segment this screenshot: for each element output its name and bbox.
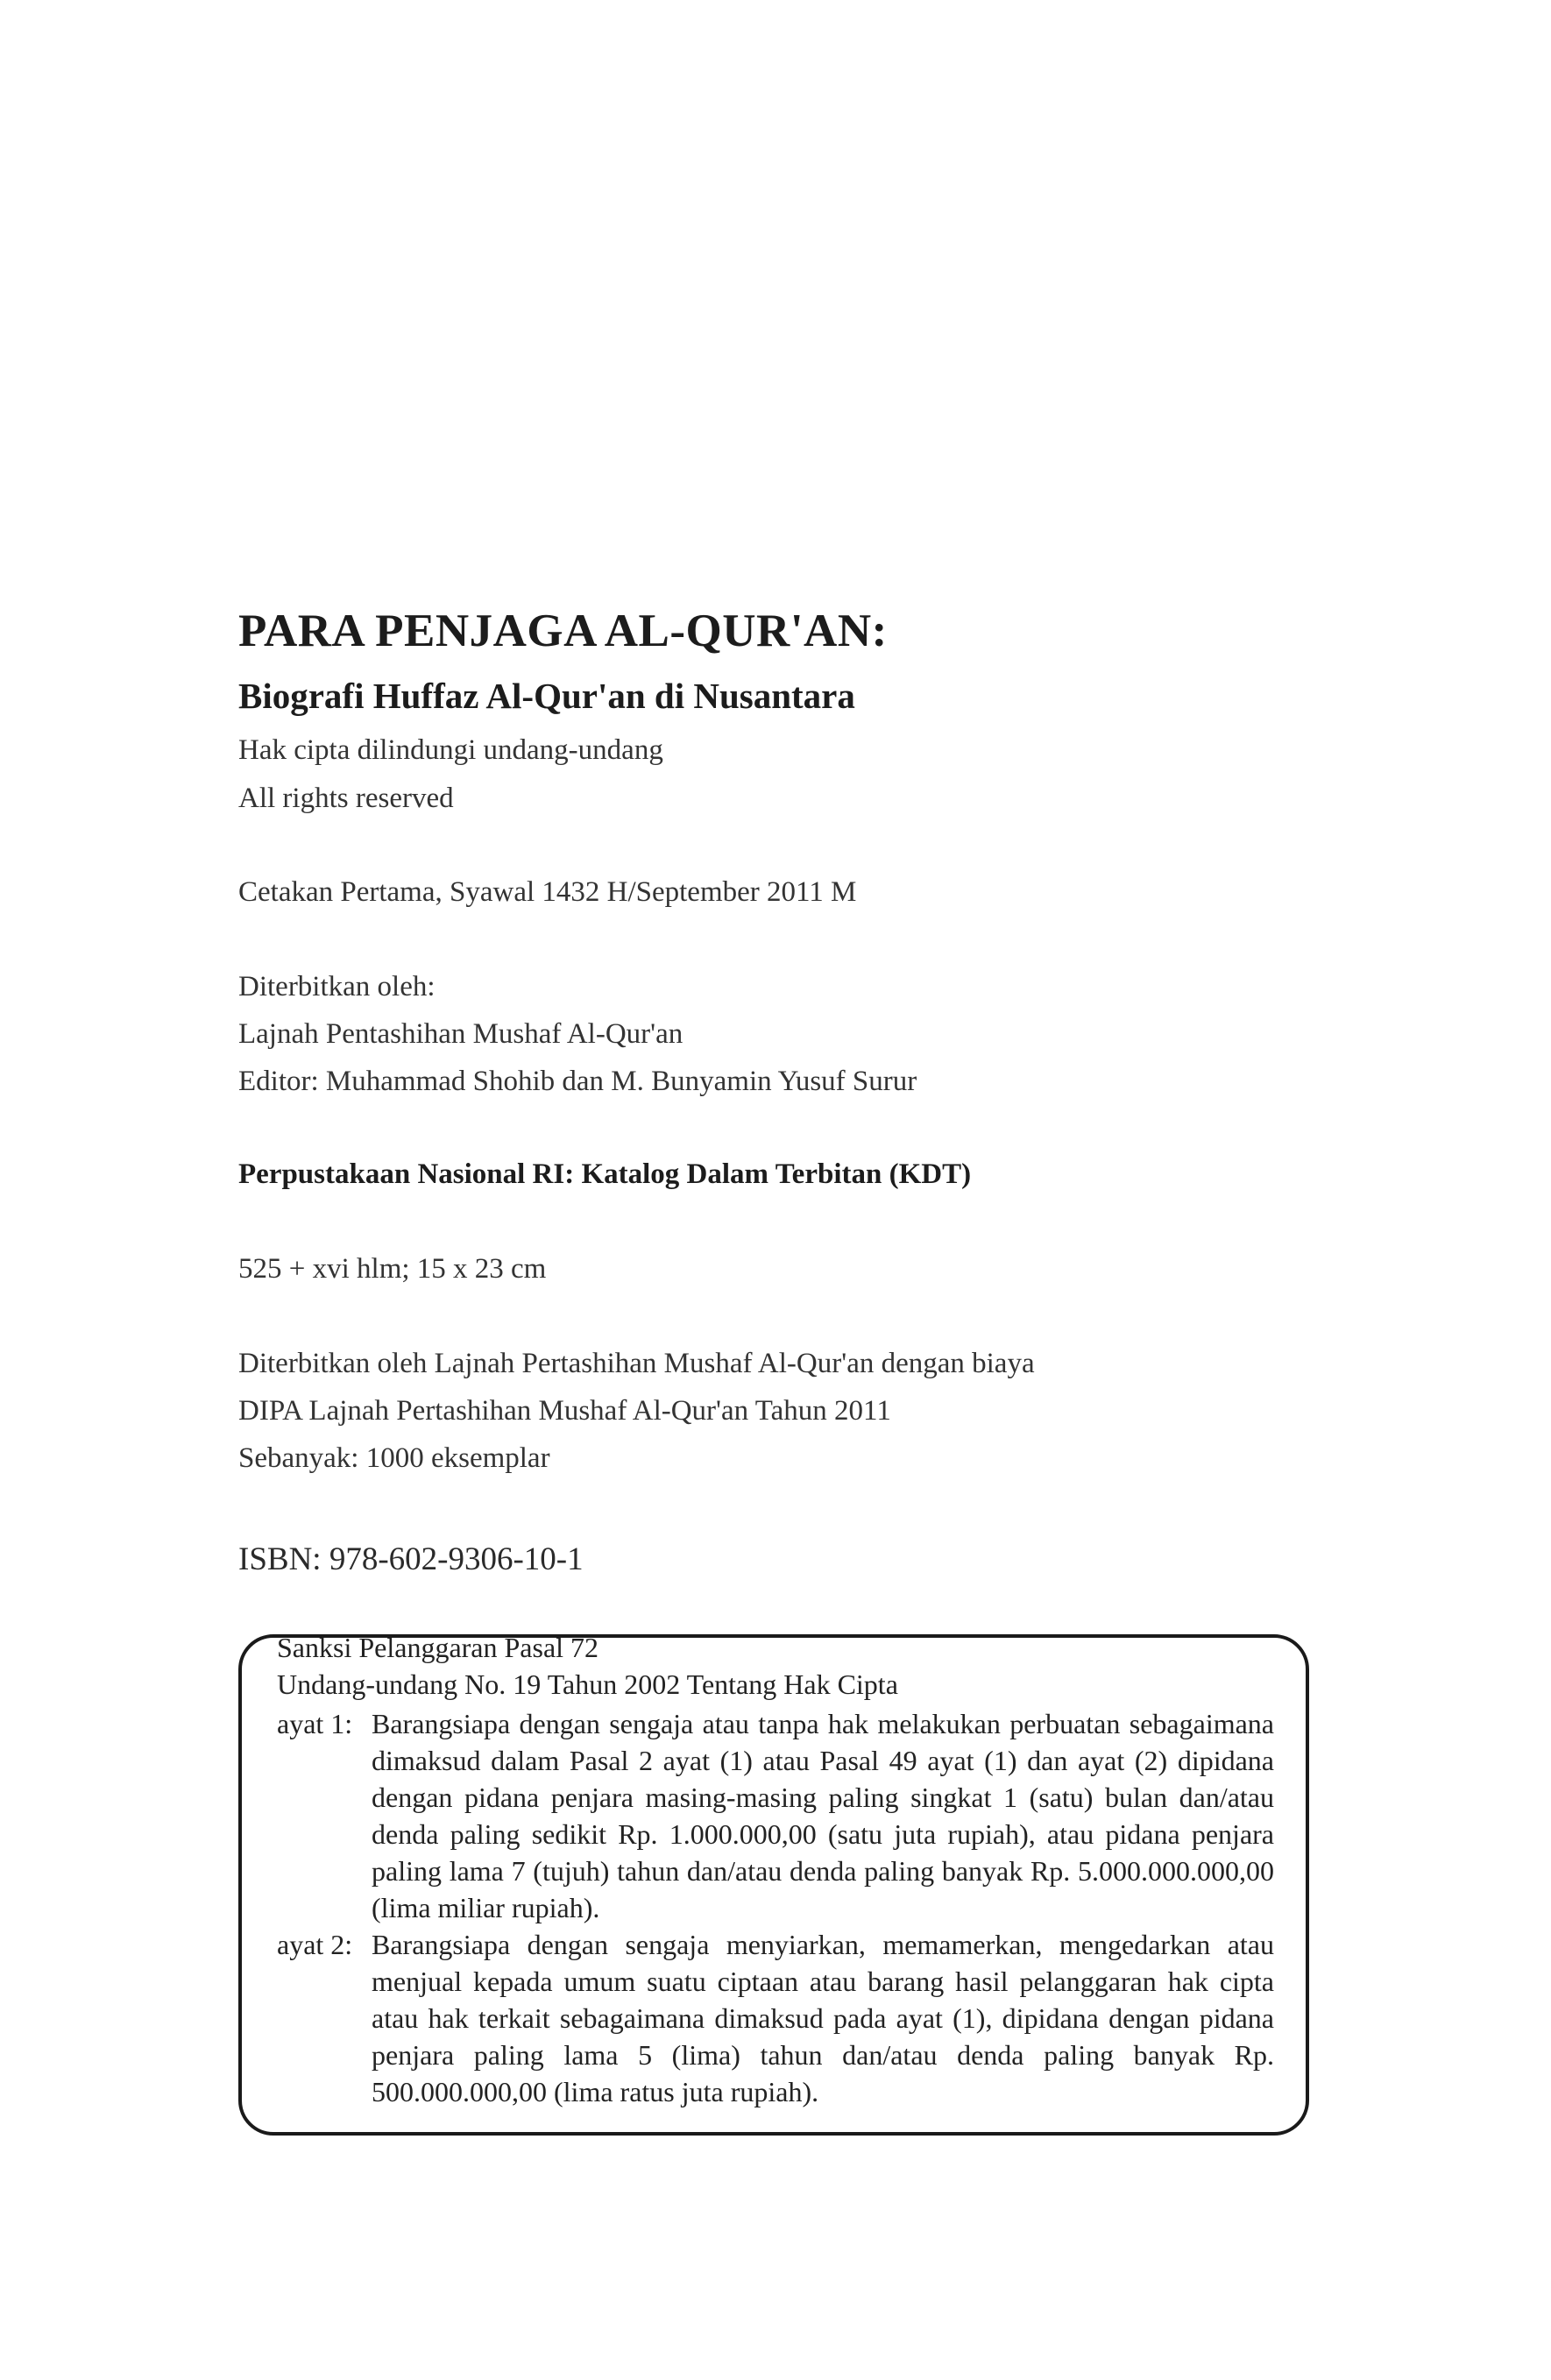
book-title: PARA PENJAGA AL-QUR'AN:	[238, 606, 888, 656]
isbn: ISBN: 978-602-9306-10-1	[238, 1541, 584, 1577]
copyright-notice: Hak cipta dilindungi undang-undang	[238, 734, 663, 766]
physical-description: 525 + xvi hlm; 15 x 23 cm	[238, 1253, 547, 1285]
funding-line-2: DIPA Lajnah Pertashihan Mushaf Al-Qur'an Tahun 2011	[238, 1395, 891, 1427]
sanksi-heading: Sanksi Pelanggaran Pasal 72	[277, 1632, 599, 1663]
ayat-1	[277, 1705, 1274, 1926]
kdt-heading: Perpustakaan Nasional RI: Katalog Dalam Terbitan (KDT)	[238, 1158, 972, 1190]
ayat-1-text: Barangsiapa dengan sengaja atau tanpa hak melakukan perbuatan sebagaimana dimaksud dalam Pasal 2 ayat (1) atau Pasal 49 ayat (1) dan ayat (2) dipidana dengan pidana penjara masing-masing paling singkat 1 (satu) bulan dan/atau denda paling sedikit Rp. 1.000.000,00 (satu juta rupiah), atau pidana penjara paling lama 7 (tujuh) tahun dan/atau denda paling banyak Rp. 5.000.000.000,00 (lima miliar rupiah).	[372, 1708, 1274, 1923]
print-run: Sebanyak: 1000 eksemplar	[238, 1442, 550, 1474]
sanksi-law-reference: Undang-undang No. 19 Tahun 2002 Tentang Hak Cipta	[277, 1668, 898, 1700]
ayat-2	[277, 1926, 1274, 2110]
book-subtitle: Biografi Huffaz Al-Qur'an di Nusantara	[238, 676, 855, 716]
publisher-label: Diterbitkan oleh:	[238, 971, 436, 1002]
editor-info: Editor: Muhammad Shohib dan M. Bunyamin Yusuf Surur	[238, 1066, 917, 1097]
rights-reserved: All rights reserved	[238, 783, 454, 814]
ayat-2-label: ayat 2:	[277, 1929, 353, 1960]
funding-line-1: Diterbitkan oleh Lajnah Pertashihan Mushaf Al-Qur'an dengan biaya	[238, 1348, 1035, 1379]
edition-info: Cetakan Pertama, Syawal 1432 H/September 2011 M	[238, 876, 857, 908]
ayat-2-text: Barangsiapa dengan sengaja menyiarkan, memamerkan, mengedarkan atau menjual kepada umum suatu ciptaan atau barang hasil pelanggaran hak cipta atau hak terkait sebagaimana dimaksud pada ayat (1), dipidana dengan pidana penjara paling lama 5 (lima) tahun dan/atau denda paling banyak Rp. 500.000.000,00 (lima ratus juta rupiah).	[372, 1929, 1274, 2107]
ayat-1-label: ayat 1:	[277, 1708, 353, 1739]
publisher-name: Lajnah Pentashihan Mushaf Al-Qur'an	[238, 1018, 683, 1050]
